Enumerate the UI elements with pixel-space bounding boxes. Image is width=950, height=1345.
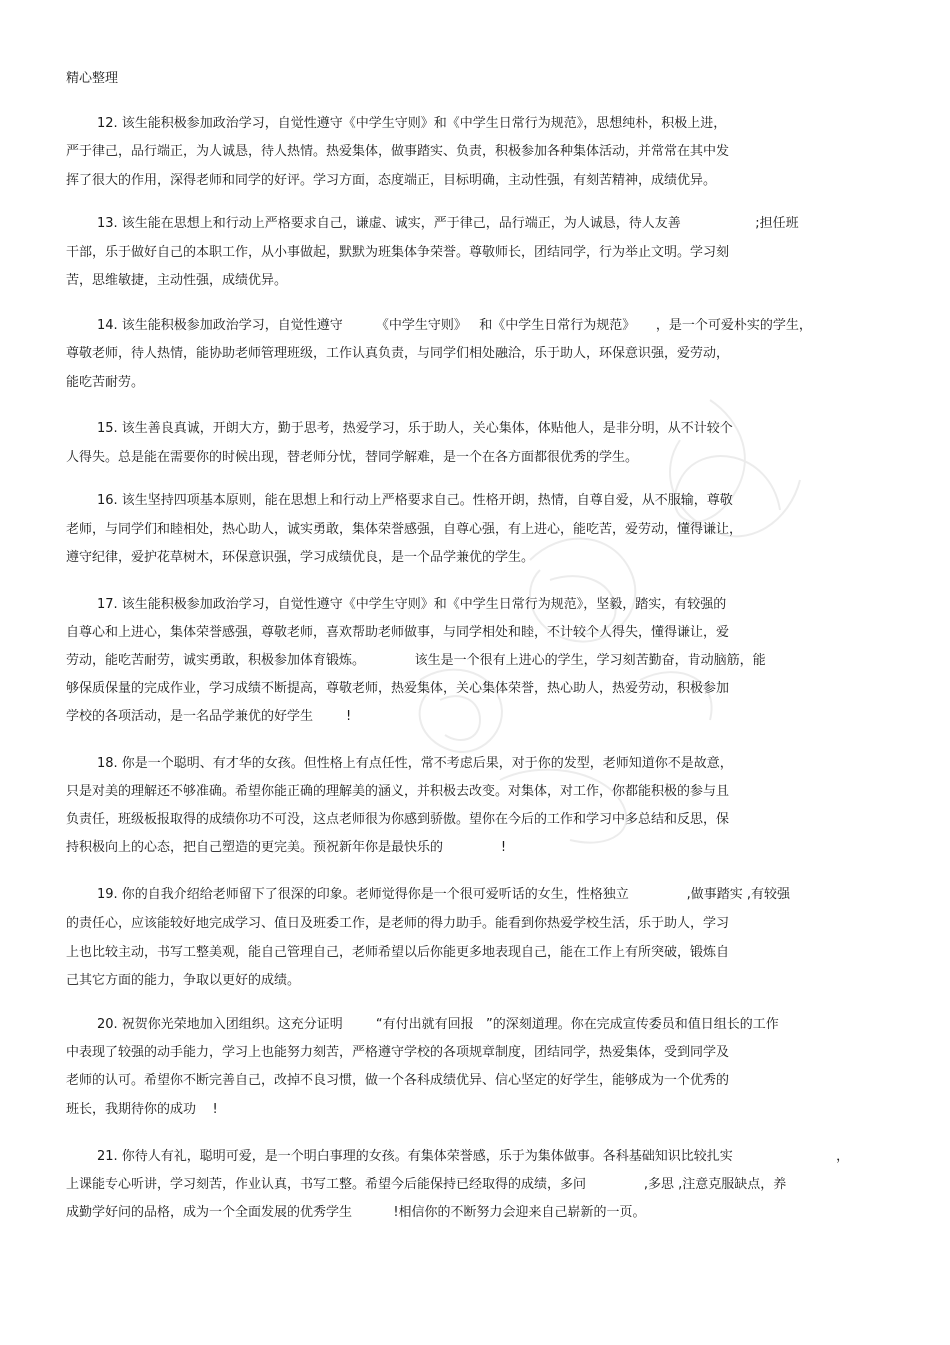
paragraph-line: 中表现了较强的动手能力，学习上也能努力刻苦，严格遵守学校的各项规章制度，团结同学，热爱集体，受到同学及 (66, 1045, 730, 1060)
paragraph-line: 持积极向上的心态，把自己塑造的更完美。预祝新年你是最快乐的 ! (66, 840, 507, 855)
paragraph-line: 21. 你待人有礼，聪明可爱，是一个明白事理的女孩。有集体荣誉感，乐于为集体做事。各科基础知识比较扎实 ， (97, 1149, 850, 1164)
paragraph-line: 负责任，班级板报取得的成绩你功不可没，这点老师很为你感到骄傲。望你在今后的工作和学习中多总结和反思，保 (66, 812, 730, 827)
paragraph-line: 能吃苦耐劳。 (66, 375, 145, 390)
paragraph-line: 16. 该生坚持四项基本原则，能在思想上和行动上严格要求自己。性格开朗，热情，自尊自爱，从不服输，尊敬 (97, 493, 733, 508)
paragraph-line: 苦，思维敏捷，主动性强，成绩优异。 (66, 273, 288, 288)
paragraph-line: 劳动，能吃苦耐劳，诚实勇敢，积极参加体育锻炼。 该生是一个很有上进心的学生，学习刻苦勤奋，肯动脑筋，能 (66, 653, 766, 668)
paragraph-line: 12. 该生能积极参加政治学习，自觉性遵守《中学生守则》和《中学生日常行为规范》，思想纯朴，积极上进， (97, 116, 727, 131)
paragraph-line: 严于律己，品行端正，为人诚恳，待人热情。热爱集体，做事踏实、负责，积极参加各种集体活动，并常常在其中发 (66, 144, 730, 159)
paragraph-line: 班长，我期待你的成功 ! (66, 1102, 218, 1117)
paragraph-line: 14. 该生能积极参加政治学习，自觉性遵守 《中学生守则》 和《中学生日常行为规范》 ，是一个可爱朴实的学生， (97, 318, 812, 333)
paragraph-line: 人得失。总是能在需要你的时候出现，替老师分忧，替同学解难，是一个在各方面都很优秀的学生。 (66, 450, 639, 465)
page-header: 精心整理 (66, 71, 119, 86)
paragraph-line: 13. 该生能在思想上和行动上严格要求自己，谦虚、诚实，严于律己，品行端正，为人诚恳，待人友善 ;担任班 (97, 216, 799, 231)
paragraph-line: 老师，与同学们和睦相处，热心助人，诚实勇敢，集体荣誉感强，自尊心强，有上进心，能吃苦，爱劳动，懂得谦让， (66, 522, 743, 537)
paragraph-line: 学校的各项活动，是一名品学兼优的好学生 ! (66, 709, 352, 724)
paragraph-line: 上也比较主动，书写工整美观，能自己管理自己，老师希望以后你能更多地表现自己，能在工作上有所突破，锻炼自 (66, 945, 730, 960)
paragraph-line: 挥了很大的作用，深得老师和同学的好评。学习方面，态度端正，目标明确，主动性强，有刻苦精神，成绩优异。 (66, 173, 717, 188)
paragraph-line: 只是对美的理解还不够准确。希望你能正确的理解美的涵义，并积极去改变。对集体，对工作，你都能积极的参与且 (66, 784, 730, 799)
paragraph-line: 老师的认可。希望你不断完善自己，改掉不良习惯，做一个各科成绩优异、信心坚定的好学生，能够成为一个优秀的 (66, 1073, 730, 1088)
paragraph-line: 己其它方面的能力，争取以更好的成绩。 (66, 973, 301, 988)
paragraph-line: 尊敬老师，待人热情，能协助老师管理班级，工作认真负责，与同学们相处融洽，乐于助人，环保意识强，爱劳动， (66, 346, 730, 361)
paragraph-line: 成勤学好问的品格，成为一个全面发展的优秀学生 !相信你的不断努力会迎来自己崭新的一页。 (66, 1205, 646, 1220)
paragraph-line: 遵守纪律，爱护花草树木，环保意识强，学习成绩优良，是一个品学兼优的学生。 (66, 550, 535, 565)
paragraph-line: 自尊心和上进心，集体荣誉感强，尊敬老师，喜欢帮助老师做事，与同学相处和睦，不计较个人得失，懂得谦让，爱 (66, 625, 730, 640)
paragraph-line: 够保质保量的完成作业，学习成绩不断提高，尊敬老师，热爱集体，关心集体荣誉，热心助人，热爱劳动，积极参加 (66, 681, 730, 696)
paragraph-line: 20. 祝贺你光荣地加入团组织。这充分证明 “有付出就有回报 ”的深刻道理。你在完成宣传委员和值日组长的工作 (97, 1017, 779, 1032)
paragraph-line: 19. 你的自我介绍给老师留下了很深的印象。老师觉得你是一个很可爱听话的女生，性格独立 ,做事踏实 ,有较强 (97, 887, 791, 902)
paragraph-line: 17. 该生能积极参加政治学习，自觉性遵守《中学生守则》和《中学生日常行为规范》，坚毅，踏实，有较强的 (97, 597, 727, 612)
paragraph-line: 18. 你是一个聪明、有才华的女孩。但性格上有点任性，常不考虑后果，对于你的发型，老师知道你不是故意， (97, 756, 733, 771)
paragraph-line: 的责任心，应该能较好地完成学习、值日及班委工作，是老师的得力助手。能看到你热爱学校生活，乐于助人，学习 (66, 916, 730, 931)
paragraph-line: 上课能专心听讲，学习刻苦，作业认真，书写工整。希望今后能保持已经取得的成绩，多问 ,多思 ,注意克服缺点，养 (66, 1177, 787, 1192)
paragraph-line: 干部，乐于做好自己的本职工作，从小事做起，默默为班集体争荣誉。尊敬师长，团结同学，行为举止文明。学习刻 (66, 245, 730, 260)
paragraph-line: 15. 该生善良真诚，开朗大方，勤于思考，热爱学习，乐于助人，关心集体，体贴他人，是非分明，从不计较个 (97, 421, 733, 436)
